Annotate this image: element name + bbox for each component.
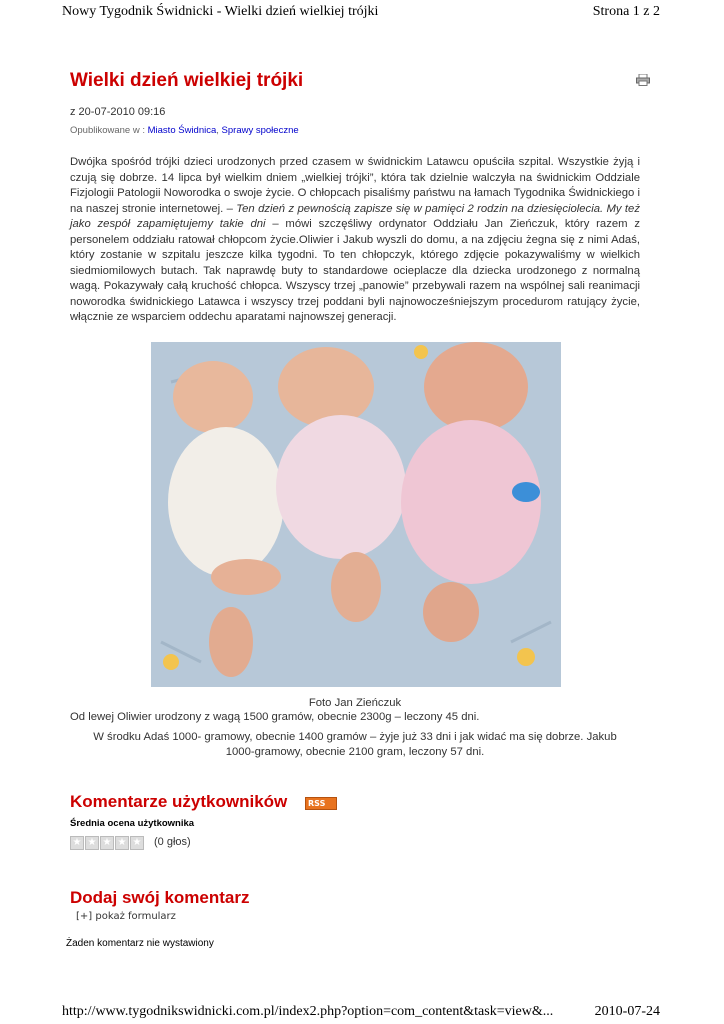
photo-caption-left: Od lewej Oliwier urodzony z wagą 1500 gramów, obecnie 2300g – leczony 45 dni. — [70, 711, 480, 723]
category-link-sprawy-spoleczne[interactable]: Sprawy społeczne — [221, 125, 299, 136]
article-body — [70, 155, 640, 326]
category-link-miasto-swidnica[interactable]: Miasto Świdnica — [147, 125, 217, 136]
comments-heading: Komentarze użytkowników — [70, 792, 288, 811]
triplets-photo — [151, 342, 561, 687]
vote-count: (0 głos) — [154, 836, 191, 848]
star-icon[interactable]: ★ — [130, 836, 144, 850]
header-page-number: Strona 1 z 2 — [592, 4, 660, 19]
page-footer — [62, 1004, 660, 1020]
page-header — [62, 4, 660, 20]
footer-url: http://www.tygodnikswidnicki.com.pl/index2.php?option=com_content&task=view&... — [62, 1004, 554, 1019]
star-icon[interactable]: ★ — [70, 836, 84, 850]
article-date: z 20-07-2010 09:16 — [70, 106, 166, 118]
rss-feed-icon[interactable] — [305, 797, 337, 810]
header-document-title: Nowy Tygodnik Świdnicki - Wielki dzień wielkiej trójki — [62, 4, 379, 19]
published-in — [70, 125, 299, 136]
published-label: Opublikowane w : — [70, 125, 148, 136]
article-quote: Ten dzień z pewnością zapisze się w pamięci 2 rodzin na dziesięciolecia. My też jako zespół zapamiętujemy takie dni — [70, 202, 640, 230]
article-text-rest: – mówi szczęśliwy ordynator Oddziału Jan Zieńczuk, który razem z personelem oddziału ratował chłopcom życie.Oliwier i Jakub wyszli do domu, a na zdjęciu żegna się z nimi Adaś, który zostanie w szpitalu jeszcze kilka tygodni. To ten chłopczyk, którego zdjęcie pokazywaliśmy w wielkich siedmiomilowych butach. Tak naprawdę buty to standardowe ocieplacze dla dziecka urodzonego z normalną wagą. Pokazywały całą kruchość chłopca. Wszyscy trzej „panowie” przebywali razem na wspólnej sali reanimacji noworodka świdnickiego Latawca i wszyscy trzej poddani byli najnowocześniejszym procedurom ratujący życie, włącznie ze wsparciem oddechu aparatami najnowszej generacji. — [70, 218, 640, 323]
category-separator: , — [216, 125, 222, 136]
photo-credit: Foto Jan Zieńczuk — [308, 697, 402, 709]
star-icon[interactable]: ★ — [100, 836, 114, 850]
article-text-intro: Dwójka spośród trójki dzieci urodzonych przed czasem w świdnickim Latawcu opuściła szpital. Wszystkie żyją i czują się dobrze. 14 lipca był wielkim dniem „wielkiej trójki”, która tak dzielnie walczyła na świdnickim Oddziale Fizjologii Patologii Noworodka o swoje życie. O chłopcach pisaliśmy państwu na łamach Tygodnika Świdnickiego i na naszej stronie internetowej. – — [70, 156, 640, 215]
rating-stars[interactable] — [70, 836, 144, 850]
star-icon[interactable]: ★ — [115, 836, 129, 850]
add-comment-heading: Dodaj swój komentarz — [70, 888, 250, 907]
show-form-link[interactable]: [+] pokaż formularz — [76, 911, 176, 922]
rating-label: Średnia ocena użytkownika — [70, 818, 195, 829]
article-title: Wielki dzień wielkiej trójki — [70, 70, 304, 91]
footer-date: 2010-07-24 — [594, 1004, 660, 1019]
rss-label: RSS — [308, 799, 326, 808]
star-icon[interactable]: ★ — [85, 836, 99, 850]
no-comments-text: Żaden komentarz nie wystawiony — [66, 938, 214, 949]
printer-icon[interactable] — [636, 74, 650, 86]
photo-caption-middle-right: W środku Adaś 1000- gramowy, obecnie 1400 gramów – żyje już 33 dni i jak widać ma się dobrze. Jakub 1000-gramowy, obecnie 2100 gram, leczony 57 dni. — [93, 731, 617, 758]
